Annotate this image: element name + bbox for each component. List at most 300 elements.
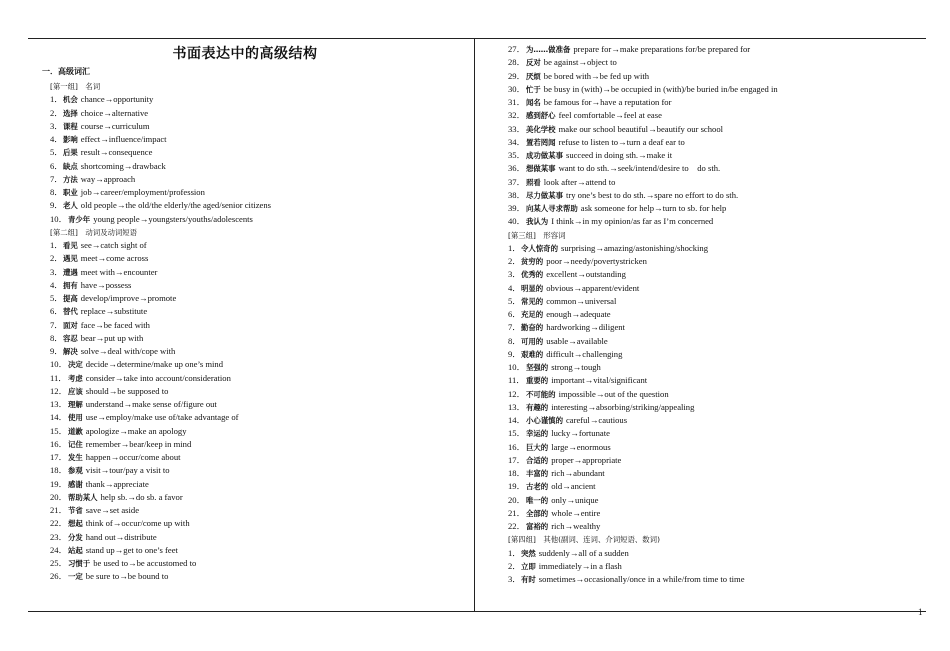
entry-number: 10．	[508, 362, 526, 372]
entry-english: I think→in my opinion/as far as I’m concerned	[551, 216, 714, 227]
entry-english: meet→come across	[80, 253, 149, 264]
entry-english: shortcoming→drawback	[80, 160, 166, 171]
entry-number: 20．	[508, 494, 526, 505]
entry-chinese: 合适的	[526, 455, 549, 465]
entry-number: 8．	[50, 332, 63, 343]
entry-number: 27．	[508, 44, 526, 54]
vocab-entry	[508, 560, 923, 573]
entry-number: 11．	[50, 372, 67, 383]
vocab-entry	[508, 202, 923, 215]
entry-number: 35．	[508, 150, 526, 160]
vocab-entry	[50, 133, 468, 146]
entry-number: 33．	[508, 123, 526, 134]
entry-number: 19．	[508, 481, 526, 492]
entry-number: 18．	[50, 465, 68, 476]
entry-number: 32．	[508, 110, 526, 121]
entry-number: 9．	[50, 200, 63, 211]
vocab-entry	[50, 239, 468, 252]
group-heading	[508, 533, 923, 546]
entry-english: old people→the old/the elderly/the aged/senior citizens	[80, 200, 271, 211]
entry-chinese: 坚强的	[526, 363, 549, 372]
entry-chinese: 唯一的	[526, 495, 549, 505]
entry-chinese: 优秀的	[521, 270, 544, 280]
vocab-entry	[50, 372, 468, 385]
vocab-entry	[508, 136, 923, 149]
entry-english: poor→needy/povertystricken	[546, 256, 647, 266]
entry-number: 7．	[50, 173, 63, 184]
vocab-entry	[50, 504, 468, 517]
entry-english: solve→deal with/cope with	[80, 346, 176, 356]
entry-english: ask someone for help→turn to sb. for help	[580, 203, 727, 213]
entry-chinese: 影响	[63, 135, 78, 144]
vocab-entry	[50, 120, 468, 133]
entry-number: 14．	[508, 415, 526, 425]
entry-chinese: 遇见	[63, 254, 78, 264]
vocab-entry	[508, 215, 923, 228]
entry-number: 2．	[50, 253, 63, 264]
vocab-entry	[508, 480, 923, 493]
entry-number: 10．	[50, 213, 68, 224]
group-heading	[50, 80, 468, 93]
entry-chinese: 照看	[526, 177, 541, 187]
entry-number: 13．	[50, 399, 68, 409]
entry-chinese: 美化学校	[526, 124, 556, 134]
vocab-entry	[50, 425, 468, 438]
entry-chinese: 为……做准备	[526, 45, 571, 54]
entry-chinese: 闻名	[526, 98, 541, 107]
entry-number: 8．	[50, 187, 63, 197]
entry-english: hand out→distribute	[85, 531, 157, 542]
entry-number: 7．	[50, 319, 63, 330]
vocab-entry	[508, 83, 923, 96]
entry-number: 40．	[508, 216, 526, 227]
entry-chinese: 应该	[68, 386, 83, 396]
entry-english: important→vital/significant	[551, 375, 648, 386]
entry-number: 28．	[508, 57, 526, 68]
entry-chinese: 青少年	[68, 214, 91, 224]
entry-english: hardworking→diligent	[546, 322, 625, 333]
entry-chinese: 后果	[63, 148, 78, 158]
entry-number: 11．	[508, 375, 525, 386]
entry-english: whole→entire	[551, 507, 601, 518]
entry-chinese: 幸运的	[526, 429, 549, 439]
vocab-entry	[508, 494, 923, 507]
entry-english: understand→make sense of/figure out	[85, 399, 217, 409]
entry-english: replace→substitute	[80, 306, 148, 317]
entry-chinese: 有时	[521, 575, 536, 584]
entry-number: 25．	[50, 558, 68, 568]
entry-chinese: 选择	[63, 108, 78, 118]
vocab-entry	[50, 345, 468, 358]
entry-english: think of→occur/come up with	[85, 518, 190, 529]
entry-english: bear→put up with	[80, 332, 144, 343]
entry-english: only→unique	[551, 494, 599, 505]
vocab-entry	[50, 464, 468, 477]
vocab-entry	[50, 266, 468, 279]
vocab-entry	[50, 213, 468, 226]
entry-chinese: 明显的	[521, 283, 544, 293]
entry-chinese: 有趣的	[526, 402, 549, 412]
entry-english: be used to→be accustomed to	[93, 558, 197, 568]
vocab-entry	[50, 544, 468, 557]
entry-chinese: 充足的	[521, 310, 544, 319]
entry-number: 1．	[508, 242, 521, 253]
document-title: 书面表达中的高级结构	[172, 46, 318, 62]
entry-chinese: 职业	[63, 188, 78, 197]
entry-number: 6．	[50, 306, 63, 317]
vocab-entry	[50, 332, 468, 345]
entry-english: be sure to→be bound to	[85, 571, 169, 582]
entry-english: want to do sth.→seek/intend/desire to do sth.	[558, 163, 721, 174]
entry-chinese: 不可能的	[526, 389, 556, 399]
entry-chinese: 帮助某人	[68, 492, 98, 502]
entry-chinese: 容忍	[63, 333, 78, 343]
entry-english: sometimes→occasionally/once in a while/from time to time	[538, 574, 745, 584]
entry-chinese: 尽力做某事	[526, 190, 563, 200]
entry-chinese: 看见	[63, 241, 78, 250]
entry-chinese: 感到舒心	[526, 111, 556, 121]
group-heading-text: [第四组] 其他(副词、连词、介词短语、数词)	[508, 535, 660, 545]
vocab-entry	[508, 507, 923, 520]
vocab-entry	[508, 162, 923, 175]
entry-english: careful→cautious	[565, 415, 628, 425]
vocab-entry	[508, 467, 923, 480]
vocab-entry	[50, 411, 468, 424]
entry-english: remember→bear/keep in mind	[85, 438, 192, 449]
entry-chinese: 发生	[68, 453, 83, 462]
entry-chinese: 古老的	[526, 482, 549, 492]
vocab-entry	[508, 427, 923, 440]
entry-number: 12．	[508, 388, 526, 399]
vocab-entry	[50, 107, 468, 120]
entry-number: 15．	[508, 428, 526, 439]
right-column	[508, 43, 923, 586]
entry-number: 6．	[50, 160, 63, 171]
entry-chinese: 机会	[63, 95, 78, 105]
vocab-entry	[50, 173, 468, 186]
entry-english: rich→wealthy	[551, 521, 601, 531]
entry-english: job→career/employment/profession	[80, 187, 205, 197]
vocab-entry	[50, 570, 468, 583]
entry-english: old→ancient	[551, 481, 596, 492]
entry-chinese: 成功做某事	[526, 151, 563, 160]
entry-chinese: 贫穷的	[521, 257, 544, 266]
entry-number: 26．	[50, 571, 68, 582]
vocab-entry	[50, 305, 468, 318]
entry-chinese: 我认为	[526, 217, 549, 227]
vocab-entry	[50, 398, 468, 411]
entry-chinese: 忙于	[526, 84, 541, 94]
entry-number: 1．	[50, 94, 63, 105]
entry-number: 36．	[508, 163, 526, 174]
entry-number: 7．	[508, 322, 521, 333]
entry-english: succeed in doing sth.→make it	[565, 150, 673, 160]
entry-chinese: 习惯于	[68, 559, 91, 568]
entry-number: 2．	[50, 107, 63, 118]
vocab-entry	[508, 388, 923, 401]
entry-english: excellent→outstanding	[546, 269, 626, 280]
entry-english: visit→tour/pay a visit to	[85, 465, 170, 476]
vocab-entry	[508, 441, 923, 454]
vocab-entry	[508, 255, 923, 268]
entry-english: course→curriculum	[80, 120, 150, 131]
vocab-entry	[508, 520, 923, 533]
vocab-entry	[508, 454, 923, 467]
entry-number: 39．	[508, 203, 526, 213]
entry-number: 29．	[508, 70, 526, 81]
entry-chinese: 想起	[68, 519, 83, 529]
entry-english: help sb.→do sb. a favor	[100, 491, 183, 502]
vocab-entry	[50, 358, 468, 371]
entry-chinese: 立即	[521, 561, 536, 571]
vocab-entry	[508, 109, 923, 122]
entry-english: choice→alternative	[80, 107, 149, 118]
entry-number: 22．	[508, 521, 526, 531]
entry-chinese: 理解	[68, 400, 83, 409]
entry-number: 34．	[508, 136, 526, 147]
entry-chinese: 面对	[63, 320, 78, 330]
entry-chinese: 丰富的	[526, 469, 549, 478]
entry-number: 31．	[508, 97, 526, 107]
group-heading	[50, 226, 468, 239]
entry-chinese: 反对	[526, 58, 541, 68]
entry-english: refuse to listen to→turn a deaf ear to	[558, 136, 685, 147]
vocab-entry	[508, 56, 923, 69]
entry-number: 3．	[50, 266, 63, 277]
entry-chinese: 替代	[63, 307, 78, 317]
entry-chinese: 考虑	[68, 373, 83, 383]
entry-number: 30．	[508, 83, 526, 94]
entry-chinese: 重要的	[526, 376, 549, 386]
entry-number: 13．	[508, 401, 526, 412]
entry-english: young people→youngsters/youths/adolescents	[93, 213, 253, 224]
vocab-entry	[508, 308, 923, 321]
entry-number: 4．	[50, 134, 63, 144]
vocab-entry	[508, 361, 923, 374]
entry-english: feel comfortable→feel at ease	[558, 110, 662, 121]
section-heading: 一．高级词汇	[42, 67, 90, 76]
entry-english: be bored with→be fed up with	[543, 70, 650, 81]
vocab-entry	[50, 491, 468, 504]
entry-chinese: 解决	[63, 347, 78, 356]
vocab-entry	[508, 547, 923, 560]
entry-chinese: 使用	[68, 413, 83, 423]
entry-english: be against→object to	[543, 57, 617, 68]
entry-number: 17．	[50, 452, 68, 462]
entry-english: save→set aside	[85, 505, 140, 515]
entry-number: 3．	[508, 269, 521, 280]
entry-chinese: 厌烦	[526, 71, 541, 81]
entry-english: prepare for→make preparations for/be prepared for	[573, 44, 751, 54]
entry-chinese: 想做某事	[526, 164, 556, 174]
entry-number: 8．	[508, 335, 521, 346]
entry-english: obvious→apparent/evident	[546, 282, 640, 293]
entry-english: decide→determine/make up one’s mind	[85, 359, 224, 370]
entry-number: 6．	[508, 309, 521, 319]
entry-english: way→approach	[80, 173, 136, 184]
entry-chinese: 感谢	[68, 479, 83, 489]
entry-chinese: 提高	[63, 294, 78, 303]
vocab-entry	[508, 96, 923, 109]
entry-english: apologize→make an apology	[85, 425, 187, 436]
vocab-entry	[508, 123, 923, 136]
entry-chinese: 一定	[68, 572, 83, 582]
entry-number: 2．	[508, 560, 521, 571]
entry-english: usable→available	[546, 335, 608, 346]
entry-english: have→possess	[80, 279, 132, 290]
entry-number: 38．	[508, 189, 526, 200]
group-heading-text: [第三组] 形容词	[508, 230, 566, 240]
vocab-entry	[508, 189, 923, 202]
entry-chinese: 参观	[68, 466, 83, 476]
entry-english: impossible→out of the question	[558, 388, 669, 399]
entry-chinese: 巨大的	[526, 442, 549, 452]
column-divider	[474, 38, 475, 611]
entry-number: 1．	[50, 240, 63, 250]
entry-number: 4．	[50, 279, 63, 290]
vocab-entry	[50, 451, 468, 464]
entry-english: see→catch sight of	[80, 240, 147, 250]
entry-english: large→enormous	[551, 441, 611, 452]
entry-number: 4．	[508, 282, 521, 293]
entry-english: proper→appropriate	[551, 454, 622, 465]
entry-english: suddenly→all of a sudden	[538, 547, 629, 558]
entry-number: 21．	[50, 505, 68, 515]
vocab-entry	[508, 401, 923, 414]
header-rule	[28, 38, 926, 39]
vocab-entry	[50, 186, 468, 199]
vocab-entry	[50, 531, 468, 544]
entry-chinese: 缺点	[63, 161, 78, 171]
vocab-entry	[50, 252, 468, 265]
entry-number: 21．	[508, 507, 526, 518]
vocab-entry	[508, 348, 923, 361]
entry-english: consider→take into account/consideration	[85, 372, 231, 383]
entry-number: 2．	[508, 256, 521, 266]
entry-english: lucky→fortunate	[551, 428, 610, 439]
entry-number: 14．	[50, 412, 68, 423]
entry-number: 10．	[50, 359, 68, 370]
entry-number: 5．	[50, 293, 63, 303]
vocab-entry	[508, 321, 923, 334]
entry-number: 16．	[508, 441, 526, 452]
vocab-entry	[508, 573, 923, 586]
entry-english: face→be faced with	[80, 319, 150, 330]
vocab-entry	[508, 335, 923, 348]
entry-chinese: 令人惊奇的	[521, 243, 558, 253]
entry-number: 37．	[508, 176, 526, 187]
entry-chinese: 节省	[68, 506, 83, 515]
entry-chinese: 艰难的	[521, 349, 544, 359]
vocab-entry	[508, 176, 923, 189]
entry-number: 23．	[50, 531, 68, 542]
entry-english: difficult→challenging	[546, 348, 623, 359]
entry-number: 19．	[50, 478, 68, 489]
entry-number: 5．	[508, 295, 521, 306]
entry-chinese: 突然	[521, 548, 536, 558]
entry-number: 12．	[50, 385, 68, 396]
entry-english: be famous for→have a reputation for	[543, 97, 672, 107]
entry-chinese: 课程	[63, 121, 78, 131]
entry-number: 3．	[508, 574, 521, 584]
entry-chinese: 道歉	[68, 426, 83, 436]
entry-english: meet with→encounter	[80, 266, 158, 277]
entry-chinese: 老人	[63, 201, 78, 211]
entry-chinese: 站起	[68, 545, 83, 555]
left-column	[50, 80, 468, 584]
group-heading	[508, 229, 923, 242]
entry-english: immediately→in a flash	[538, 560, 622, 571]
vocab-entry	[50, 517, 468, 530]
vocab-entry	[50, 557, 468, 570]
vocab-entry	[508, 268, 923, 281]
entry-chinese: 常见的	[521, 296, 544, 306]
vocab-entry	[508, 149, 923, 162]
entry-english: stand up→get to one’s feet	[85, 544, 178, 555]
entry-chinese: 勤奋的	[521, 323, 544, 333]
entry-english: try one’s best to do sth.→spare no effort to do sth.	[565, 189, 739, 200]
entry-number: 24．	[50, 544, 68, 555]
entry-chinese: 记住	[68, 439, 83, 449]
vocab-entry	[50, 438, 468, 451]
vocab-entry	[508, 295, 923, 308]
vocab-entry	[508, 70, 923, 83]
vocab-entry	[50, 146, 468, 159]
entry-number: 20．	[50, 491, 68, 502]
entry-english: thank→appreciate	[85, 478, 149, 489]
entry-chinese: 向某人寻求帮助	[526, 204, 578, 213]
vocab-entry	[508, 414, 923, 427]
entry-english: make our school beautiful→beautify our school	[558, 123, 724, 134]
entry-chinese: 小心谨慎的	[526, 416, 563, 425]
entry-chinese: 决定	[68, 360, 83, 370]
vocab-entry	[50, 478, 468, 491]
entry-english: use→employ/make use of/take advantage of	[85, 412, 239, 423]
entry-number: 17．	[508, 454, 526, 465]
entry-number: 9．	[508, 348, 521, 359]
entry-chinese: 拥有	[63, 280, 78, 290]
footer-rule	[28, 611, 926, 612]
vocab-entry	[50, 292, 468, 305]
vocab-entry	[508, 374, 923, 387]
entry-number: 3．	[50, 120, 63, 131]
entry-chinese: 方法	[63, 174, 78, 184]
entry-english: common→universal	[546, 295, 617, 306]
entry-english: should→be supposed to	[85, 385, 169, 396]
entry-number: 16．	[50, 438, 68, 449]
entry-number: 22．	[50, 518, 68, 529]
entry-english: result→consequence	[80, 147, 153, 158]
vocab-entry	[508, 282, 923, 295]
entry-english: rich→abundant	[551, 468, 605, 478]
entry-english: interesting→absorbing/striking/appealing	[551, 401, 695, 412]
vocab-entry	[508, 242, 923, 255]
vocab-entry	[508, 43, 923, 56]
vocab-entry	[50, 199, 468, 212]
entry-number: 15．	[50, 425, 68, 436]
entry-number: 18．	[508, 468, 526, 478]
entry-chinese: 全部的	[526, 508, 549, 518]
entry-english: surprising→amazing/astonishing/shocking	[560, 242, 709, 253]
entry-english: develop/improve→promote	[80, 293, 177, 303]
entry-chinese: 分发	[68, 532, 83, 542]
group-heading-text: [第一组] 名词	[50, 82, 101, 91]
entry-english: be busy in (with)→be occupied in (with)/be buried in/be engaged in	[543, 83, 778, 94]
entry-chinese: 置若罔闻	[526, 137, 556, 147]
entry-english: strong→tough	[551, 362, 601, 372]
vocab-entry	[50, 279, 468, 292]
entry-english: happen→occur/come about	[85, 452, 181, 462]
